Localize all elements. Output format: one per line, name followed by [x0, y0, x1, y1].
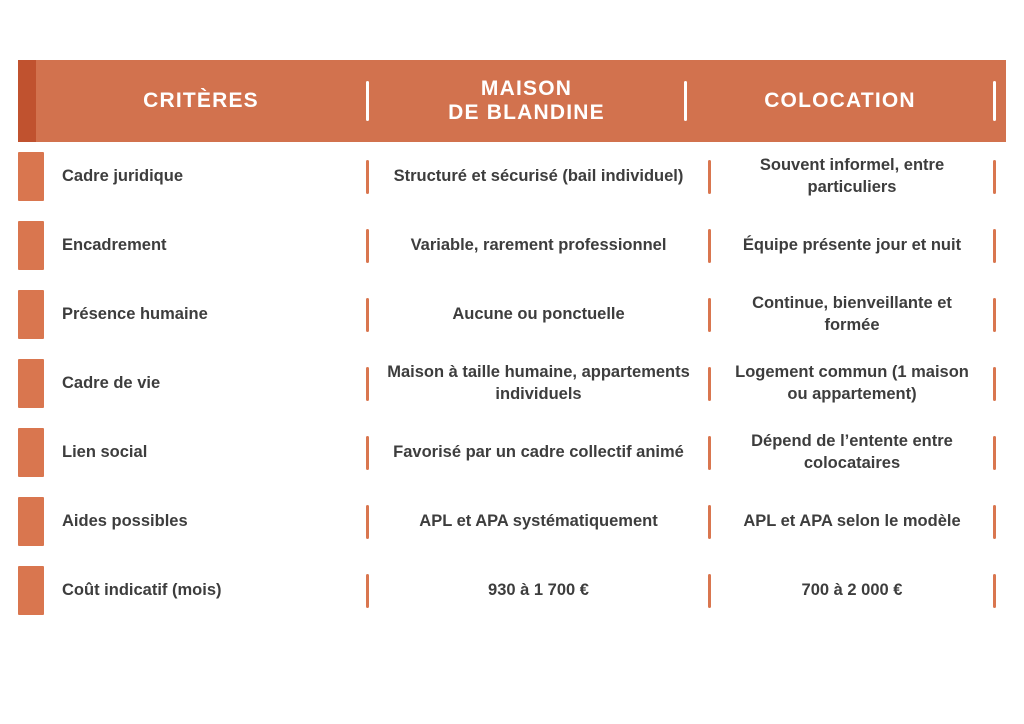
- row-maison-cell: APL et APA systématiquement: [419, 511, 658, 530]
- row-criteria-cell: Présence humaine: [62, 304, 208, 323]
- column-header-criteria-label: CRITÈRES: [143, 88, 259, 112]
- row-colocation-cell: Dépend de l’entente entre colocataires: [751, 432, 953, 472]
- row-swatch: [18, 359, 44, 408]
- row-maison-cell: Structuré et sécurisé (bail individuel): [393, 166, 684, 185]
- column-header-maison-wrapper: [448, 77, 605, 125]
- row-maison-cell: 930 à 1 700 €: [488, 580, 589, 599]
- table-row: [18, 211, 1006, 280]
- row-criteria-cell: Aides possibles: [62, 511, 188, 530]
- table-header-row: [18, 60, 1006, 142]
- row-swatch: [18, 428, 44, 477]
- row-criteria-cell: Cadre de vie: [62, 373, 161, 392]
- table-row: [18, 142, 1006, 211]
- row-criteria-cell: Cadre juridique: [62, 166, 184, 185]
- row-swatch: [18, 497, 44, 546]
- table-row: [18, 487, 1006, 556]
- column-header-maison-de-blandine: [369, 60, 684, 142]
- row-colocation-cell: 700 à 2 000 €: [801, 580, 903, 599]
- row-separator-3: [993, 298, 996, 332]
- column-header-maison-line1: MAISON: [480, 76, 573, 100]
- row-criteria-cell: Lien social: [62, 442, 148, 461]
- row-maison-cell: Aucune ou ponctuelle: [452, 304, 625, 323]
- row-separator-3: [993, 160, 996, 194]
- row-colocation-cell: APL et APA selon le modèle: [743, 511, 961, 530]
- column-header-maison-line2: DE BLANDINE: [448, 101, 605, 124]
- row-maison-cell: Maison à taille humaine, appartements individuels: [387, 363, 690, 403]
- row-swatch: [18, 152, 44, 201]
- row-criteria-cell: Coût indicatif (mois): [62, 580, 222, 599]
- table-row: [18, 418, 1006, 487]
- column-header-colocation-label: COLOCATION: [764, 88, 916, 112]
- row-maison-cell: Variable, rarement professionnel: [410, 235, 667, 254]
- column-header-colocation: [687, 60, 993, 142]
- row-swatch: [18, 290, 44, 339]
- row-colocation-cell: Souvent informel, entre particuliers: [759, 156, 945, 196]
- row-separator-3: [993, 505, 996, 539]
- row-separator-3: [993, 436, 996, 470]
- row-colocation-cell: Logement commun (1 maison ou appartement): [735, 363, 969, 403]
- table-row: [18, 349, 1006, 418]
- comparison-table: [18, 60, 1006, 625]
- row-colocation-cell: Continue, bienveillante et formée: [752, 294, 952, 334]
- header-accent-bar: [18, 60, 36, 142]
- row-separator-3: [993, 367, 996, 401]
- row-maison-cell: Favorisé par un cadre collectif animé: [393, 442, 684, 461]
- column-header-criteria: [36, 60, 366, 142]
- table-row: [18, 556, 1006, 625]
- header-separator-3: [993, 81, 996, 121]
- table-row: [18, 280, 1006, 349]
- row-swatch: [18, 566, 44, 615]
- row-colocation-cell: Équipe présente jour et nuit: [742, 235, 962, 254]
- row-criteria-cell: Encadrement: [62, 235, 167, 254]
- row-separator-3: [993, 229, 996, 263]
- row-swatch: [18, 221, 44, 270]
- row-separator-3: [993, 574, 996, 608]
